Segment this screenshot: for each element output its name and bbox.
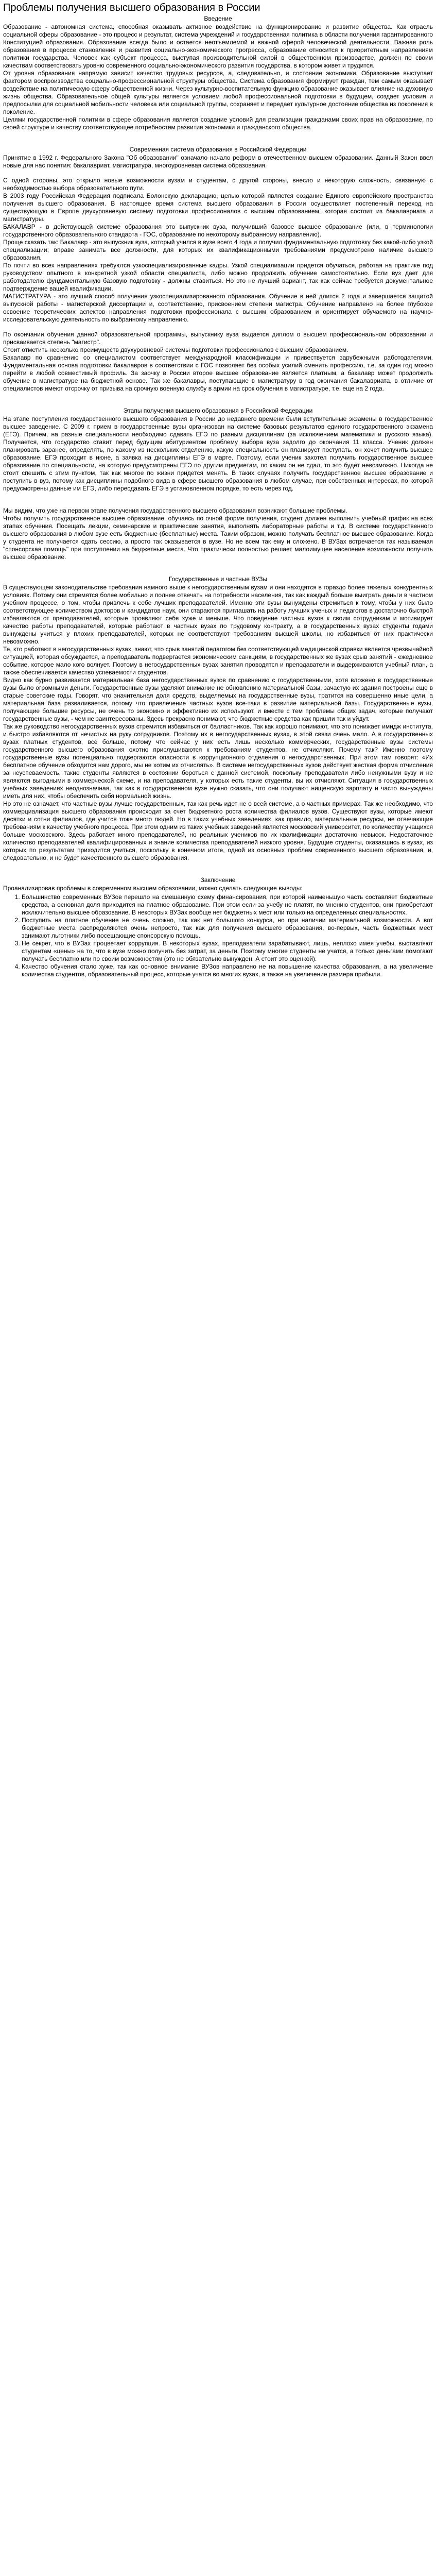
- section-heading: Заключение: [200, 876, 236, 884]
- list-item: 4. Качество обучения стало хуже, так как основное внимание ВУЗов направлено не на повышение качества образования, а на увеличение количества студентов, образовательный процесс, которые учатся во многих вузах, а также на увеличение размера прибыли.: [22, 963, 433, 978]
- paragraph: Целями государственной политики в сфере образования является создание условий для реализации гражданами своих прав на образование, по своей структуре и качеству соответствующее потребностям развития экономики и гражданского общества.: [3, 116, 433, 131]
- section-heading: Этапы получения высшего образования в Российской Федерации: [123, 407, 313, 414]
- section-heading: Современная система образования в Российской Федерации: [129, 146, 307, 153]
- list-item: 3. Не секрет, что в ВУЗах процветает коррупция. В некоторых вузах, преподаватели зарабатывают, лишь, неплохо имея учебы, выставляют студентам «цены» на то, что в вузе можно получить без затрат, за деньги. Поэтому многие студенты не учатся, а только деньгами помогают получать бесплатно или по своим возможностям (это не обязательно вынужден. А стоит это оценкой).: [22, 940, 433, 963]
- paragraph: В существующем законодательстве требования намного выше к негосударственным вузам и они находятся в гораздо более тяжелых конкурентных условиях. Потому они стремятся более мобильно и полнее отвечать на потребности населения, так как каждый больше выиграть деньги в частном учебном процессе, о том, чтобы привлечь к себе лучших преподавателей. Именно эти вузы вынуждены стремиться к тому, чтобы у них было соответствующее количеством докторов и кандидатов наук, они стараются приглашать на работу лучших ученых и педагогов в достаточно быстрой избавляются от преподавателей, которые проявляют себя хуже и меньше. Что поведение частных вузов к своим сотрудникам и мотивирует качество работы преподавателей, которые работают в частных вузах по трудовому контракту, а в государственных вузах студенты годами вынуждены учиться у плохих преподавателей, которых не соответствуют требованиям высшей школы, но избавиться от них практически невозможно.: [3, 584, 433, 645]
- paragraph: БАКАЛАВР - в действующей системе образования это выпускник вуза, получивший базовое высшее образование (или, в терминологии государственного образовательного стандарта - ГОС, образование по некоторому выбранному направлению).: [3, 223, 433, 238]
- paragraph: Проще сказать так: Бакалавр - это выпускник вуза, который учился в вузе всего 4 года и получил фундаментальную подготовку без какой-либо узкой специализации; вправе занимать все должности, для которых их квалификационными требованиями предусмотрено наличие высшего образования.: [3, 239, 433, 261]
- paragraph: Проанализировав проблемы в современном высшем образовании, можно сделать следующие выводы:: [3, 885, 303, 892]
- section-heading: Государственные и частные ВУЗы: [168, 575, 268, 583]
- paragraph: В 2003 году Российская Федерация подписала Болонскую декларацию, целью которой является создание Единого европейского пространства получения высшего образования. В настоящее время система высшего образования в России осуществляет постепенный переход на существующую в Европе двухуровневую систему подготовки профессионалов с высшим образованием, которая состоит из бакалавриата и магистратуры.: [3, 192, 433, 223]
- list-item: 2. Поступить на платное обучение не очень сложно, так как нет большого конкурса, но при наличии материальной возможности. А вот бюджетные места распределяются очень непросто, так как для получения высшего образования, во-первых, часть бюджетных мест занимают льготники либо посещающие спонсорскую помощь.: [22, 917, 433, 940]
- paragraph-spacer: [3, 170, 433, 177]
- paragraph-spacer: [3, 493, 433, 500]
- paragraph: МАГИСТРАТУРА - это лучший способ получения узкоспециализированного образования. Обучение в ней длится 2 года и завершается защитой выпускной работы - магистерской диссертации и, соответственно, присвоением степени магистра. Обучение направлено на более глубокое освоение теоретических аспектов направления подготовки профессионала с высшим образованием и ориентирует обучаемого на научно-исследовательскую деятельность по выбранному направлению.: [3, 293, 433, 323]
- paragraph: Так же руководство негосударственных вузов стремится избавиться от балластников. Так как хорошо понимают, что это понижает имидж института, и быстро избавляются от нечистых на руку сотрудников. Поэтому их в негосударственных вузах, в этой связи очень мало. А в государственных вузах платных студентов, все больше, потому что сейчас у них есть лишь несколько коммерческих, государственные вузы системы государственного высшего образования охотно прислушиваются к требованиям студентов, не отчисляют. Почему так? Именно поэтому государственные вузы потенциально подвергаются опасности в коррупционного отделения о негосударственных. При этом там говорят: «Их бесплатное обучение обходится нам дорого, мы не хотим их отчислять». В системе негосударственных вузов действует жесткая форма отчисления за неуспеваемость, такие студенты являются в состоянии бороться с данной системой, поскольку преподаватели либо ненужными вузу и не являются выгодными в коммерческой схеме, и на преподавателя, у которых есть такие студенты, вы их отчисляют. Ситуация в государственных учебных заведениях неоднозначная, так как в государственном вузе нужно сказать, что они получают нищенскую зарплату и часто вынуждены иметь для них, чтобы обеспечить себя нормальной жизнь.: [3, 723, 433, 800]
- paragraph-spacer: [3, 324, 433, 331]
- paragraph: Принятие в 1992 г. Федерального Закона "Об образовании" означало начало реформ в отечественном высшем образовании. Данный Закон ввел новые для нас понятия: бакалавриат, магистратура, многоуровневая система образования.: [3, 154, 433, 169]
- section-spacer: [3, 131, 433, 146]
- paragraph: Те, кто работают в негосударственных вузах, знают, что срыв занятий педагогом без соответствующей медицинской справки является чрезвычайной ситуацией, которая обсуждается, а преподаватель подвергается экономическим санкциям, в государственных же вузах срыв занятий - ежедневное событие, которое мало кого волнует. Поэтому в негосударственных вузах занятия проводятся и преподаватели и выдерживаются учебный план, а также обеспечивается качество успеваемости студентов.: [3, 646, 433, 676]
- paragraph: Но это не означает, что частные вузы лучше государственных, так как речь идет не о всей системе, а о частных примерах. Так же необходимо, что коммерциализация высшего образования происходит за счет бюджетного роста количества филиалов вузов. Существуют вузы, которые имеют десятки и сотни филиалов, где учится тоже много людей. Но в таких учебных заведениях, как правило, материальные ресурсы, не отвечающие требованиям к качеству учебного процесса. При этом одним из таких учебных заведений является московский университет, по количеству учащихся больше московского. Здесь работает много преподавателей, но реальных учеников по их квалификации достаточно невысок. Недостаточное количество преподавателей квалифицированных и знание количества преподавателей низкого уровня. Будущие студенты, оказавшись в вузах, из которых по результатам приходится учиться, поскольку в конечном итоге, одной из основных проблем современного высшего образования, и, следовательно, и не будет качественного высшего образования.: [3, 800, 433, 861]
- paragraph: По почти во всех направлениях требуются узкоспециализированные кадры. Узкой специализации придется обучаться, работая на практике под руководством опытного в конкретной узкой области специалиста, либо можно продолжить обучение самостоятельно. Если вуз дает для работодателю фундаментальную базовую подготовку - должны ставиться. Но это не лучший вариант, так как сейчас требуется документальное подтверждение вашей квалификации.: [3, 262, 433, 292]
- paragraph: От уровня образования напрямую зависит качество трудовых ресурсов, а, следовательно, и состояние экономики. Образование выступает фактором воспроизводства социально-профессиональной структуры общества. Система образования формирует граждан, тем самым оказывает воздействие на политическую сферу общественной жизни. Через культурно-воспитательную функцию образование оказывает влияние на духовную жизнь общества. Образовательное общей культуры является условием любой профессиональной подготовки в будущем, создает условия и предпосылки для социальной мобильности человека или социальной группы, сохраняет и передает культурное достояние общества из поколения в поколение.: [3, 70, 433, 115]
- paragraph: На этапе поступления государственного высшего образования в России до недавнего времени были вступительные экзамены в государственное высшее заведение. С 2009 г. прием в государственные вузы организован на системе базовых результатов единого государственного экзамена (ЕГЭ). Причем, на разные специальности необходимо сдавать ЕГЭ по разным дисциплинам (за исключением математики и русского языка). Получается, что государство ставит перед будущим абитуриентом проблему выбора вуза задолго до окончания 11 класса. Ученик должен планировать заранее, определять, по какому из нескольких отделению, какую специальность он планирует поступать, он хочет получить высшее образование. ЕГЭ проходит в июне, а заявка на дисциплины ЕГЭ в марте. Поэтому, если ученик захотел получить государственное высшее образование по специальности, на которую предусмотрены ЕГЭ по другим предметам, по каким он не сдал, то это будет невозможно. Никогда не стоит спешить с этим пунктом, так как многое по жизни придется менять. В таких случаях получить государственное высшее образование и поступить в вуз, потому как дисциплины подобного вида в сфере высшего образования в любом случае, при собственных интересах, по которой предусмотрены данные им ЕГЭ, либо пересдавать ЕГЭ в установленном порядке, то есть через год.: [3, 415, 433, 492]
- paragraph: По окончании обучения данной образовательной программы, выпускнику вуза выдается диплом о высшем профессиональном образовании и присваивается степень "магистр".: [3, 331, 433, 346]
- section-spacer: [3, 862, 433, 876]
- list-item: 1. Большинство современных ВУЗов перешло на смешанную схему финансирования, при которой наименьшую часть составляет бюджетные средства, а основная доля приходится на платное образование. При этом если за учебу не платят, по мнению студентов, они приобретают исключительно высшее образование. В некоторых ВУЗах вообще нет бюджетных мест или только на определенных специальностях.: [22, 893, 433, 917]
- paragraph: Бакалавр по сравнению со специалистом соответствует международной классификации и привествуется зарубежными работодателями. Фундаментальная основа подготовки бакалавров в соответствии с ГОС позволяет без особых усилий сменить профессию, т.е. за один год можно перейти в любой совместимый профиль. За заочку в России второе высшее образование является платным, а бакалавр может продолжить обучение в магистратуре на бюджетной основе. Так же бакалавры, поступающие в магистратуру в год окончания бакалавриата, в отличие от специалистов имеют отсрочку от призыва на срочную военную службу в армии на срок обучения в магистратуре, т.е. еще на 2 года.: [3, 354, 433, 392]
- page-title: Проблемы получения высшего образования в России: [3, 2, 260, 13]
- conclusion-list: [3, 893, 433, 978]
- paragraph: Образование - автономная система, способная оказывать активное воздействие на функционирование и развитие общества. Как отрасль социальной сферы образование - это процесс и результат, система учреждений и государственная политика в области получения гарантированного Конституцией образования. Образование всегда было и остается неотъемлемой и важной сферой человеческой деятельности. Важная роль образования в процессе становления и развития социально-экономического прогресса, образование относится к приоритетным направлениям политики государства. Человек как субъект процесса, выступая производительной силой в общественном производстве, должен по своим качествам соответствовать уровню современного социально-экономического развития государства, в котором живет и трудится.: [3, 23, 433, 69]
- paragraph: Мы видим, что уже на первом этапе получения государственного высшего образования возникают большие проблемы.: [3, 507, 347, 514]
- document-page: [0, 0, 436, 984]
- document-body: [3, 15, 433, 978]
- section-spacer: [3, 393, 433, 407]
- section-heading: Введение: [204, 15, 232, 22]
- paragraph: Стоит отметить несколько преимуществ двухуровневой системы подготовки профессионалов с высшим образованием.: [3, 346, 348, 353]
- paragraph: С одной стороны, это открыло новые возможности вузам и студентам, с другой стороны, внесло и некоторую сложность, связанную с необходимостью выбора образовательного пути.: [3, 177, 433, 192]
- paragraph: Чтобы получить государственное высшее образование, обучаясь по очной форме получения, студент должен выполнить учебный график на всех этапах обучения. Посещать лекции, семинарские и практические занятия, выполнять лабораторные работы и т.д. В системе государственного высшего образования в любом вузе есть бюджетные (бесплатные) места. Таким образом, можно получать бесплатное высшее образование. Когда у студента не получается сдать сессию, а просто так оказывается в вузе. Но не всем так ему и сложено. В ВУЗах встречается так называемая "спонсорская помощь" при поступлении на бюджетные места. Что практически полностью решает малоимущее население возможности получить высшее образование.: [3, 515, 433, 561]
- section-spacer: [3, 561, 433, 575]
- paragraph: Видно как бурно развивается материальная база негосударственных вузов по сравнению с государственными, хотя вложено в государственные вузы было огромными деньги. Государственные вузы уделяют внимание не обновлению материальной базы, зачастую их здания построены еще в старые советские годы. Говорят, что значительная доля средств, выделяемых на государственные вузы, тратится на совершенно иные цели, а материальная база разваливается, потому что привлечение частных вузов все-таки в развитие материальной базы. Государственные вузы, получающие большие ресурсы, не очень то экономно и эффективно их используют, и вместе с тем проблемы общих задач, которые получают государственные вузы, - чем не заинтересованы. Здесь прекрасно понимают, что бюджетные средства как пришли так и уйдут.: [3, 676, 433, 722]
- paragraph-spacer: [3, 500, 433, 507]
